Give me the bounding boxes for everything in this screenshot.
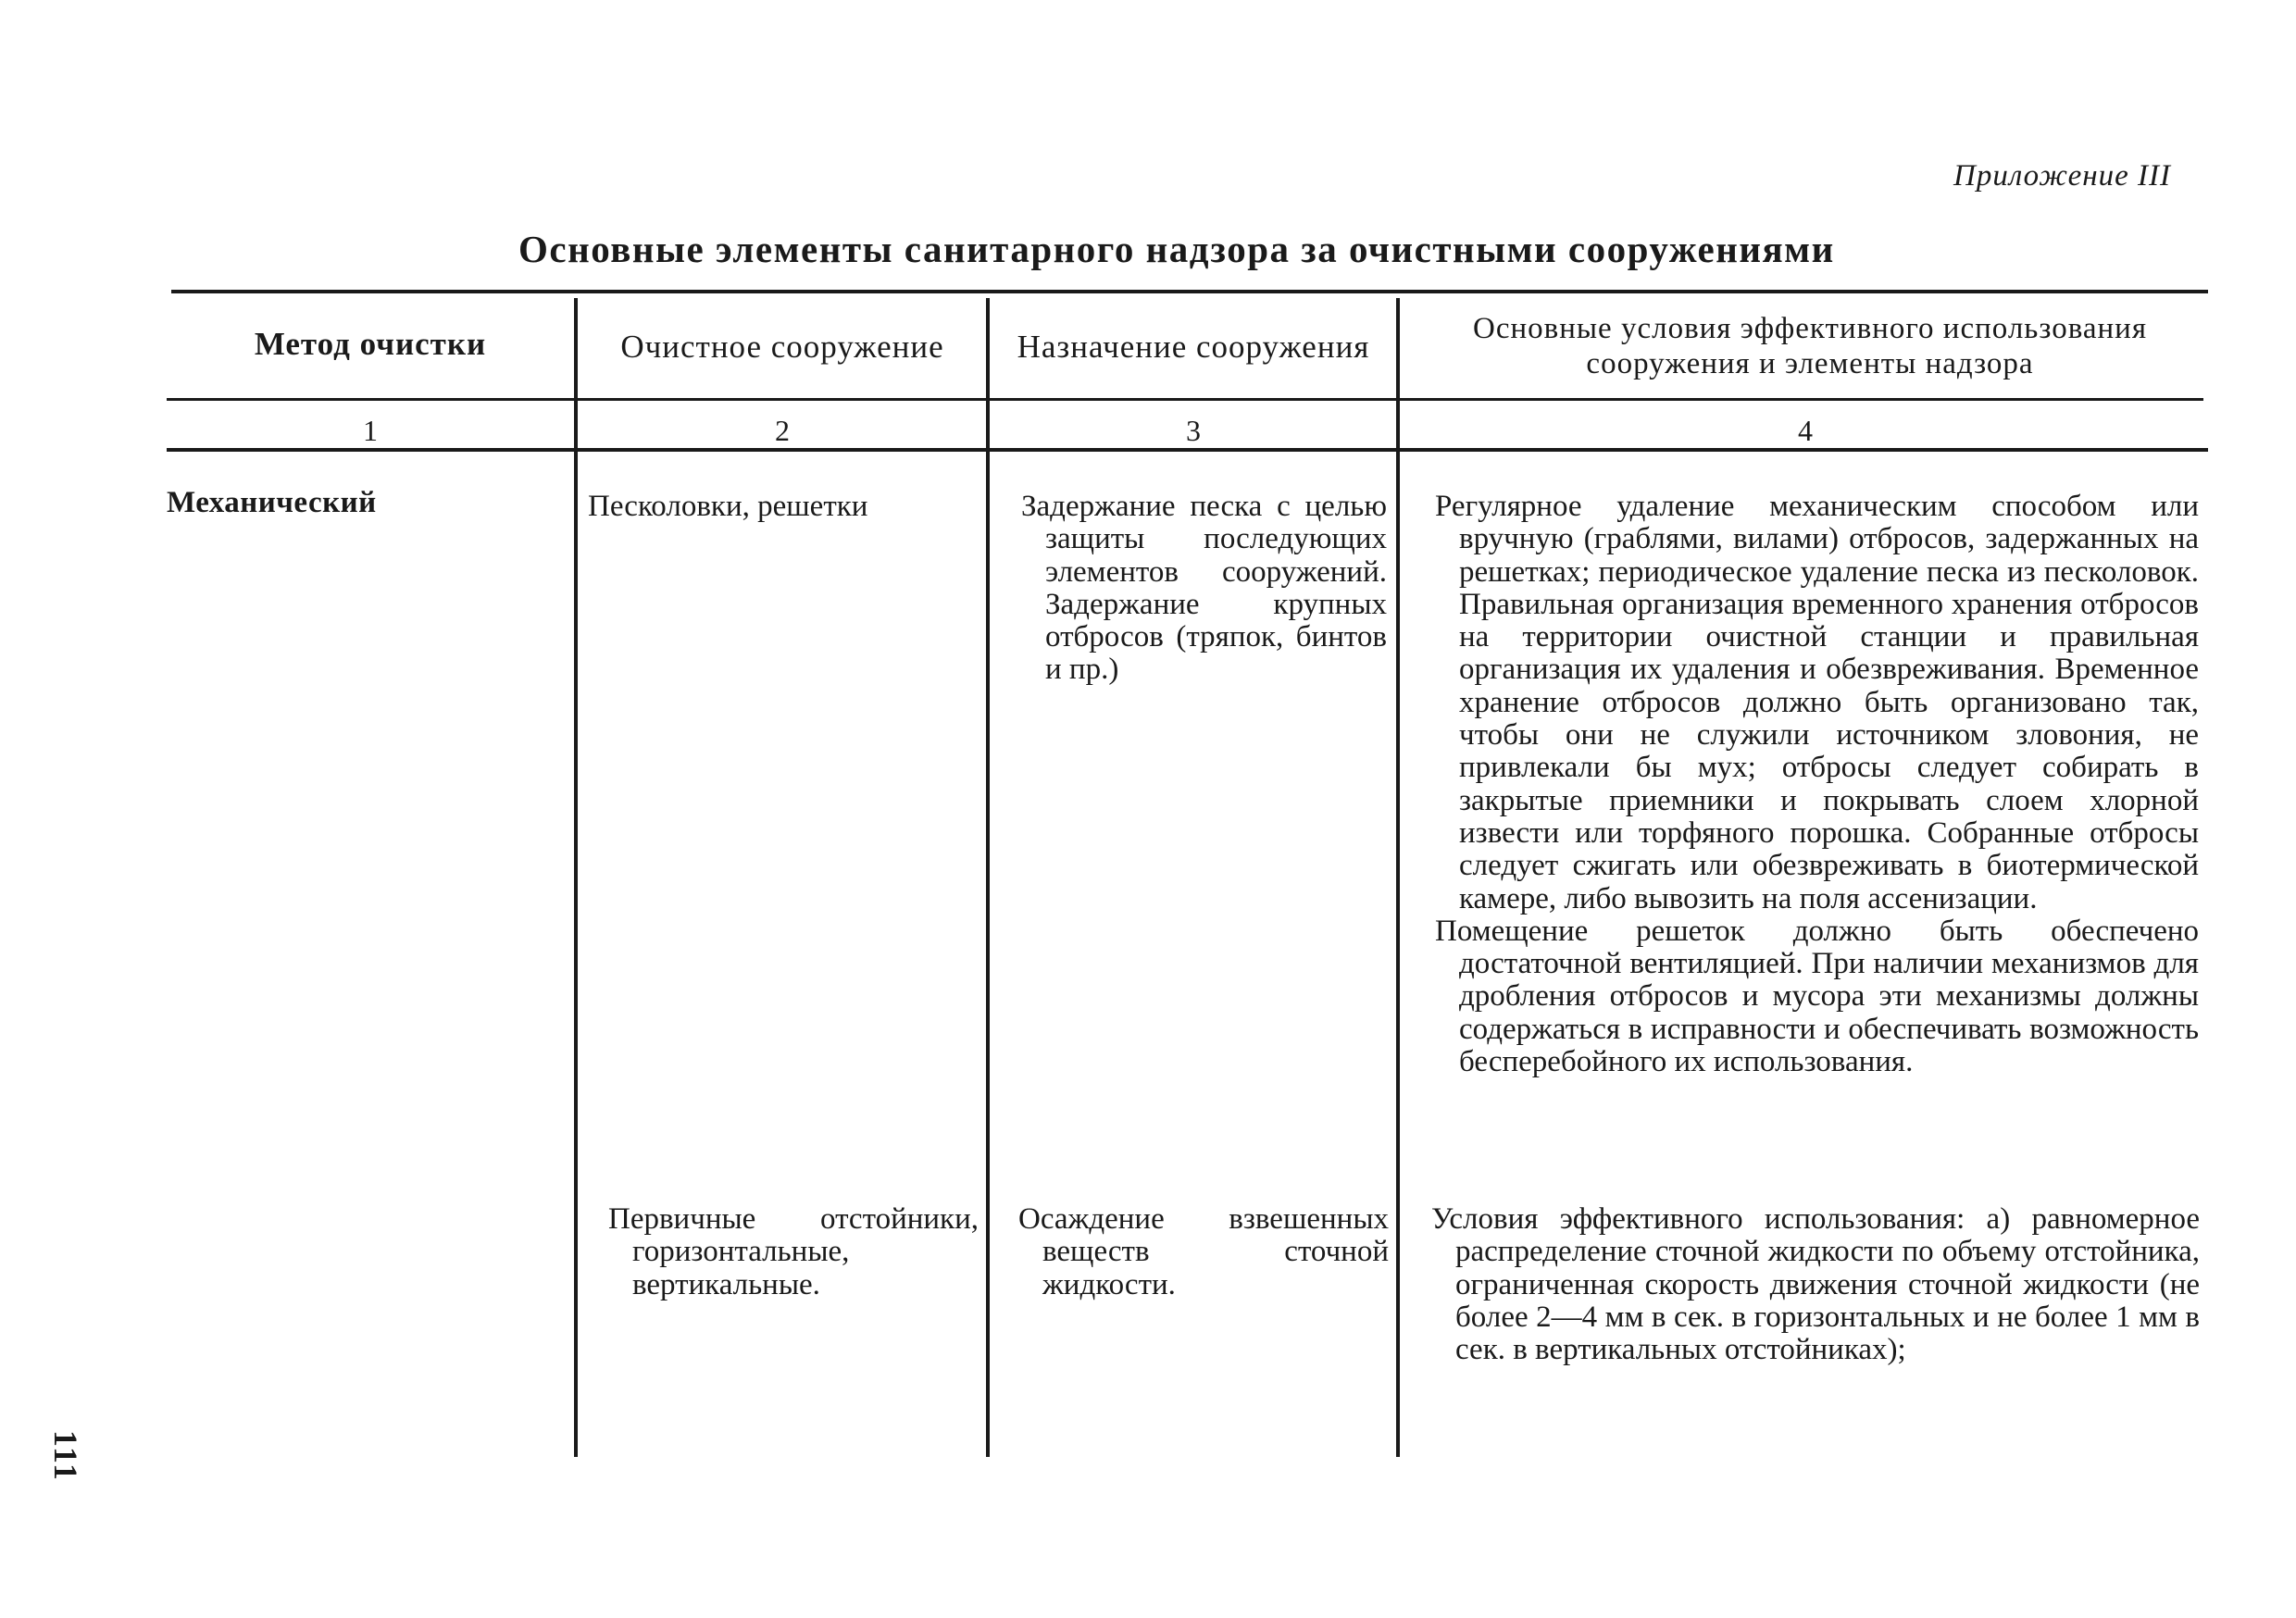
purpose-cell-2 xyxy=(1018,1203,1389,1301)
page-title: Основные элементы санитарного надзора за очистными сооружениями xyxy=(518,228,1835,270)
table-top-rule xyxy=(171,290,2208,293)
conditions-cell-2 xyxy=(1431,1203,2200,1366)
header-rule xyxy=(167,398,2203,401)
header-method: Метод очистки xyxy=(254,326,487,362)
column-number: 2 xyxy=(775,414,790,447)
column-divider-1 xyxy=(574,298,578,1457)
conditions-paragraph: Помещение решеток должно быть обеспечено достаточной вентиляцией. При наличии механизмов для дробления отбросов и мусора эти механизмы должны содержаться в исправности и обеспечивать возможность бесперебойного их использования. xyxy=(1435,914,2199,1079)
header-purpose: Назначение сооружения xyxy=(1017,329,1370,365)
conditions-paragraph: Условия эффективного использования: а) равномерное распределение сточной жидкости по объему отстойника, ограниченная скорость движения сточной жидкости (не более 2—4 мм в сек. в горизонтальных и не более 1 мм в сек. в вертикальных отстойниках); xyxy=(1431,1202,2200,1367)
column-number: 3 xyxy=(1186,414,1201,447)
colnum-rule xyxy=(167,448,2208,452)
conditions-cell-1 xyxy=(1435,491,2199,1078)
column-number: 4 xyxy=(1798,414,1813,447)
purpose-text: Задержание песка с целью защиты последующих элементов сооружений. Задержание крупных отбросов (тряпок, бинтов и пр.) xyxy=(1021,490,1387,687)
purpose-text: Осаждение взвешенных веществ сточной жидкости. xyxy=(1018,1202,1389,1301)
conditions-paragraph: Регулярное удаление механическим способом или вручную (граблями, вилами) отбросов, задержанных на решетках; периодическое удаление песка из песколовок. Правильная организация временного хранения отбросов на территории очистной станции и правильная организация их удаления и обезвреживания. Временное хранение отбросов должно быть организовано так, чтобы они не служили источником зловония, не привлекали бы мух; отбросы следует собирать в закрытые приемники и покрывать слоем хлорной извести или торфяного порошка. Собранные отбросы следует сжигать или обезвреживать в биотермической камере, либо вывозить на поля ассенизации. xyxy=(1435,490,2199,915)
structure-cell-2 xyxy=(608,1203,979,1301)
header-structure: Очистное сооружение xyxy=(620,329,944,365)
method-cell: Механический xyxy=(167,486,377,519)
appendix-label: Приложение III xyxy=(1953,159,2171,193)
column-divider-3 xyxy=(1396,298,1400,1457)
structure-cell-1: Песколовки, решетки xyxy=(588,490,868,523)
page-number: 111 xyxy=(47,1430,84,1483)
structure-text: Первичные отстойники, горизонтальные, вертикальные. xyxy=(608,1202,979,1301)
header-conditions: Основные условия эффективного использования сооружения и элементы надзора xyxy=(1473,312,2147,380)
column-divider-2 xyxy=(986,298,990,1457)
purpose-cell-1 xyxy=(1021,491,1387,687)
column-number: 1 xyxy=(363,414,378,447)
